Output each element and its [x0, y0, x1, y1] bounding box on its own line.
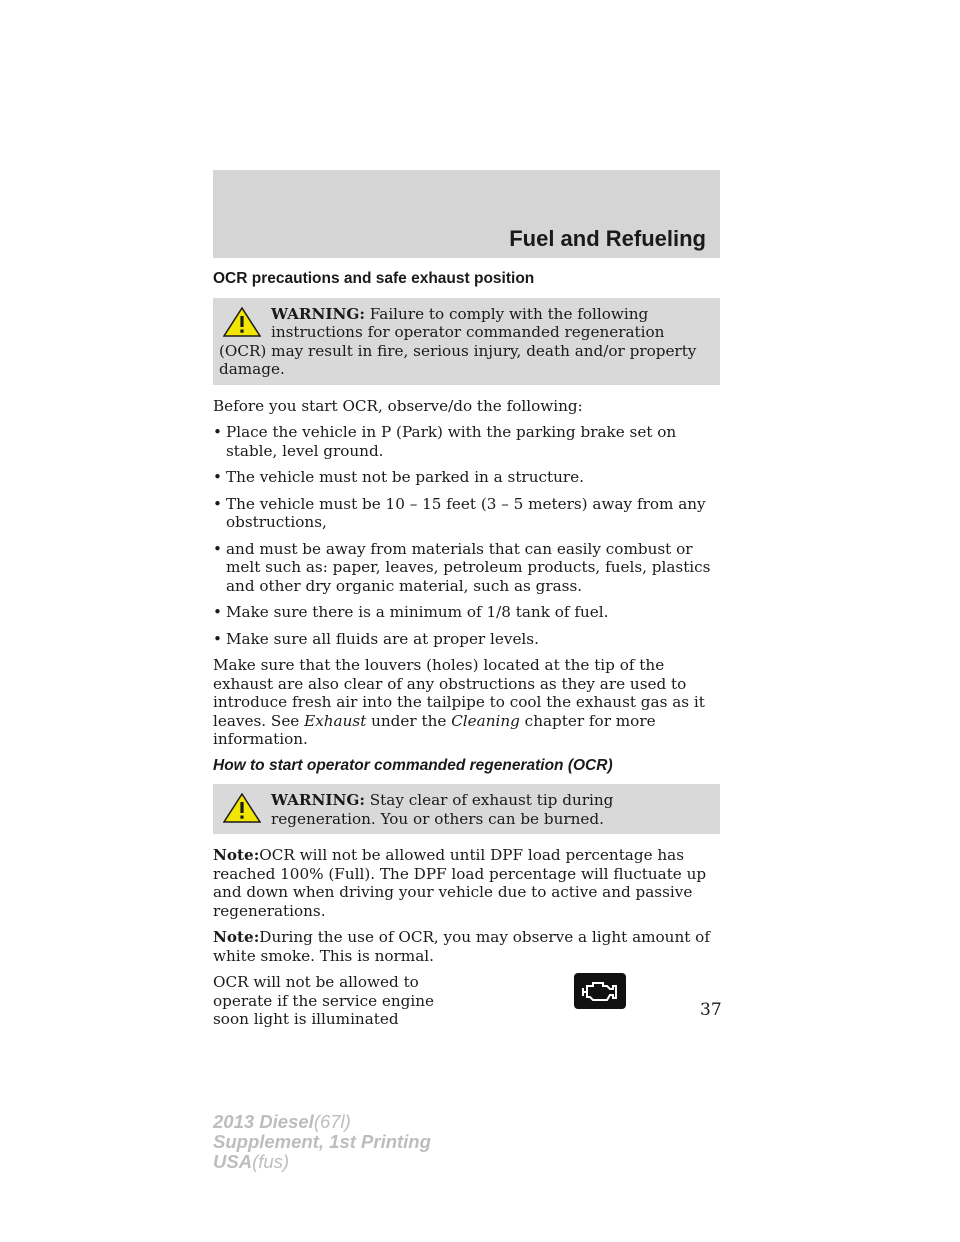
list-item: • Make sure all fluids are at proper levels.: [213, 629, 539, 648]
warning-triangle-icon: [223, 793, 261, 823]
warning-label: WARNING:: [271, 304, 365, 323]
ocr-not-allowed-text: OCR will not be allowed to operate if the service engine soon light is illuminated: [213, 973, 435, 1028]
precautions-list: [213, 423, 720, 648]
footer: 2013 Diesel(67l) Supplement, 1st Printing USA(fus): [213, 1111, 431, 1172]
page-number: 37: [700, 1000, 722, 1020]
warning-label: WARNING:: [271, 791, 365, 809]
list-item: • Place the vehicle in P (Park) with the parking brake set on stable, level ground.: [213, 423, 677, 460]
check-engine-icon: [574, 973, 626, 1009]
warning-text: Failure to comply with the following instructions for operator commanded regeneration (OCR) may result in fire, serious injury, death and/or property damage.: [219, 304, 697, 378]
intro-text: Before you start OCR, observe/do the following:: [213, 396, 583, 415]
warning-text: Stay clear of exhaust tip during regeneration. You or others can be burned.: [271, 791, 614, 828]
section-title-ocr-precautions: OCR precautions and safe exhaust position: [213, 270, 535, 287]
warning-box-how-to-start: [213, 784, 720, 834]
cleaning-reference: Cleaning: [451, 711, 520, 730]
page-content: [213, 264, 720, 1033]
list-item: • Make sure there is a minimum of 1/8 tank of fuel.: [213, 603, 609, 621]
list-item: • The vehicle must be 10 – 15 feet (3 – 5 meters) away from any obstructions,: [213, 494, 706, 531]
section-title-how-to-start: How to start operator commanded regeneration (OCR): [213, 756, 613, 774]
note-dpf-load: Note:OCR will not be allowed until DPF load percentage has reached 100% (Full). The DPF load percentage will fluctuate up and down when driving your vehicle due to active and passive regenerations.: [213, 846, 707, 920]
note-white-smoke: Note:During the use of OCR, you may observe a light amount of white smoke. This is normal.: [213, 928, 710, 965]
ocr-engine-light-row: [213, 973, 720, 1033]
list-item: • The vehicle must not be parked in a structure.: [213, 468, 584, 486]
warning-triangle-icon: [223, 307, 261, 337]
chapter-header: [213, 170, 720, 258]
list-item: • and must be away from materials that can easily combust or melt such as: paper, leaves, petroleum products, fuels, plastics and other dry organic material, such as grass.: [213, 539, 711, 595]
louvers-paragraph: Make sure that the louvers (holes) located at the tip of the exhaust are also clear of any obstructions as they are used to introduce fresh air into the tailpipe to cool the exhaust gas as it leaves. See Exhaust under the Cleaning chapter for more information.: [213, 656, 705, 748]
exhaust-reference: Exhaust: [304, 711, 367, 730]
warning-box-ocr-precautions: [213, 298, 720, 385]
chapter-title: Fuel and Refueling: [509, 226, 706, 251]
